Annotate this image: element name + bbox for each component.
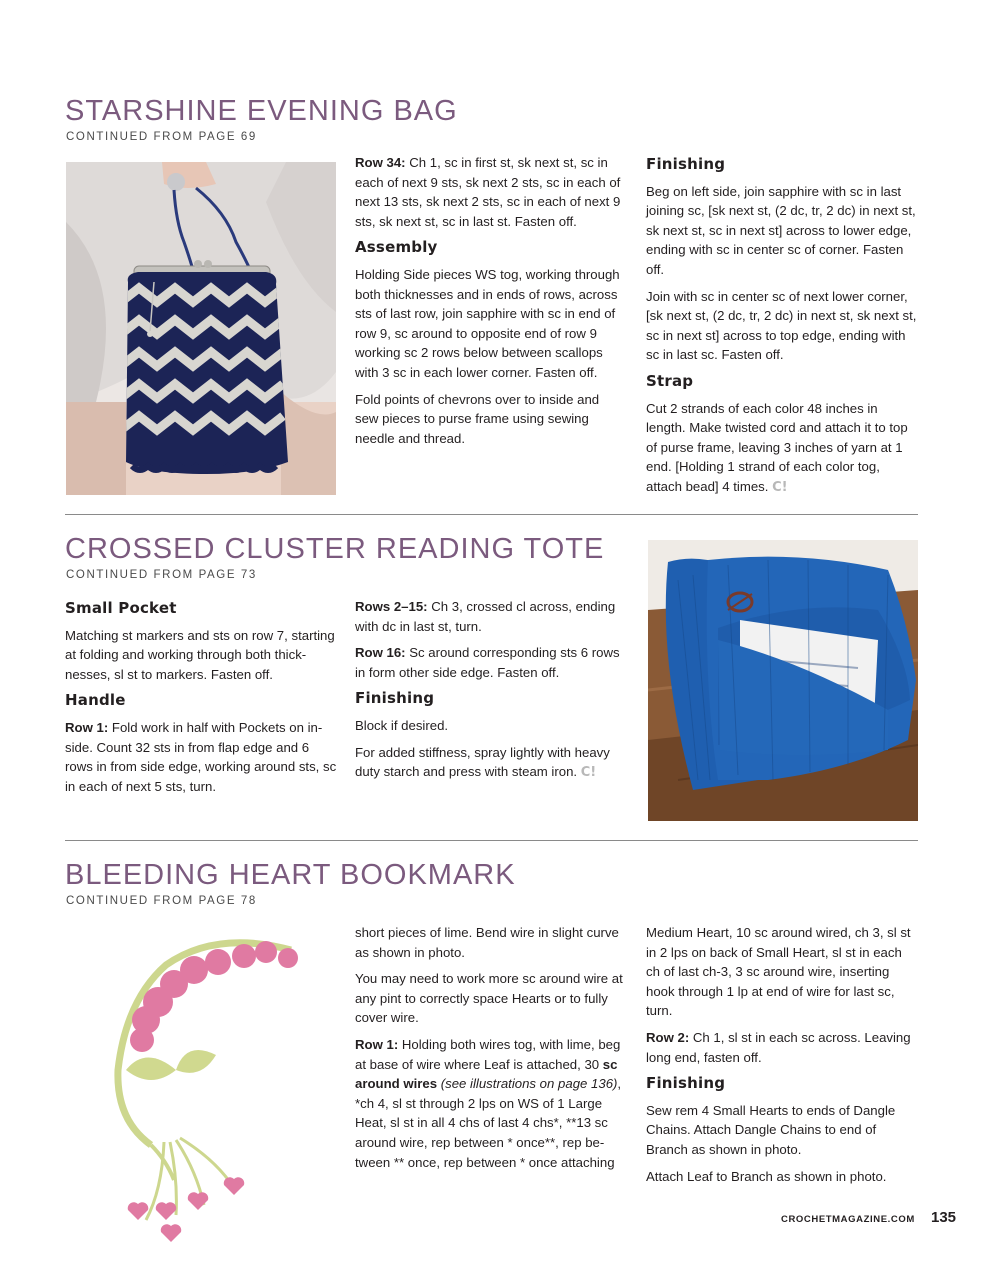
small-pocket-heading: Small Pocket: [65, 599, 177, 617]
rows-2-15-paragraph: [355, 597, 623, 636]
handle-row-1-paragraph: [65, 718, 340, 796]
row-16-text: Sc around corresponding sts 6 rows in form other side edge. Fasten off.: [355, 645, 620, 680]
bookmark-row-1-text-a: Holding both wires tog, with lime, beg at base of wire where Leaf is attached, 30: [355, 1036, 621, 1072]
row-34-text: Ch 1, sc in first st, sk next st, sc in each of next 9 sts, sk next 2 sts, sc in each of next 13 sts, sk next 2 sts, sc in each of next 9 sts, sk next st, sc in last st. Fasten off.: [355, 155, 621, 229]
handle-heading: Handle: [65, 691, 126, 710]
starshine-finishing-heading: Finishing: [646, 155, 726, 173]
bookmark-row-1-text-b: , *ch 4, sl st through 2 lps on WS of 1 Large Heat, sl st in all 4 chs of last 4 chs*, **13 sc around wire, rep between * once**, rep be-tween ** once, rep between * once attaching: [355, 1076, 622, 1170]
bookmark-title: BLEEDING HEART BOOKMARK: [65, 859, 516, 891]
bookmark-finishing-heading: Finishing: [646, 1074, 726, 1093]
bookmark-finishing-paragraph-2: Attach Leaf to Branch as shown in photo.: [646, 1168, 887, 1184]
tote-photo: [648, 540, 918, 821]
starshine-title: STARSHINE EVENING BAG: [65, 95, 458, 127]
bookmark-row-1-paragraph: [355, 1035, 623, 1172]
assembly-heading: Assembly: [355, 238, 438, 257]
tote-finishing-heading: Finishing: [355, 689, 435, 708]
bookmark-photo: [66, 920, 336, 1250]
rows-2-15-label: Rows 2–15:: [355, 599, 428, 614]
tote-finishing-paragraph-2: [355, 743, 623, 783]
strap-text: Cut 2 strands of each color 48 inches in length. Make twisted cord and attach it to top of purse frame, leaving 3 inches of yarn at 1 end. [Holding 1 strand of each color tog, attach bead] 4 times.: [646, 400, 908, 494]
assembly-paragraph-2: Fold points of chevrons over to inside and sew pieces to purse frame using sewing needle and thread.: [355, 391, 600, 446]
bookmark-paragraph-1: short pieces of lime. Bend wire in slight curve as shown in photo.: [355, 925, 619, 960]
bookmark-row-1-italic: (see illustrations on page 136): [437, 1076, 618, 1092]
bookmark-continued: CONTINUED FROM PAGE 78: [66, 895, 257, 907]
starshine-continued: CONTINUED FROM PAGE 69: [66, 131, 257, 143]
row-34-paragraph: [355, 153, 623, 231]
starshine-column-2: [646, 151, 918, 505]
tote-finishing-paragraph-1: Block if desired.: [355, 717, 449, 733]
bookmark-finishing-paragraph-1: Sew rem 4 Small Hearts to ends of Dangle Chains. Attach Dangle Chains to end of Branch as shown in photo.: [646, 1102, 896, 1157]
tote-title: CROSSED CLUSTER READING TOTE: [65, 533, 605, 565]
tote-finishing-text: For added stiffness, spray lightly with heavy duty starch and press with steam iron.: [355, 744, 610, 780]
end-mark-icon: C!: [580, 765, 597, 781]
bookmark-row-2-label: Row 2:: [646, 1029, 690, 1045]
bookmark-column-1: [355, 923, 623, 1179]
footer-site: CROCHETMAGAZINE.COM: [781, 1214, 915, 1225]
bookmark-row-2-paragraph: [646, 1028, 918, 1067]
tote-column-1: [65, 595, 340, 803]
rows-2-15-text: Ch 3, crossed cl across, ending with dc in last st, turn.: [355, 599, 616, 634]
row-16-paragraph: [355, 643, 623, 682]
tote-column-2: [355, 597, 623, 790]
strap-paragraph: [646, 399, 918, 498]
assembly-paragraph-1: Holding Side pieces WS tog, working through both thicknesses and in ends of rows, across sts of last row, join sapphire with sc in end of row 9, sc around to opposite end of row 9 working sc 2 rows below between scallops with 3 sc in each lower corner. Fasten off.: [355, 266, 620, 380]
section-divider-1: [65, 514, 918, 515]
bookmark-column-2: [646, 923, 918, 1193]
bookmark-row-1-label: Row 1:: [355, 1036, 399, 1052]
starshine-column-1: [355, 153, 623, 455]
bookmark-row-2-text: Ch 1, sl st in each sc across. Leaving long end, fasten off.: [646, 1029, 911, 1065]
tote-continued: CONTINUED FROM PAGE 73: [66, 569, 257, 581]
handle-row-1-text: Fold work in half with Pockets on in-side. Count 32 sts in from flap edge and 6 rows in from side edge, working around sts, sc in each of next 5 sts, turn.: [65, 719, 337, 794]
starshine-finishing-paragraph-2: Join with sc in center sc of next lower corner, [sk next st, (2 dc, tr, 2 dc) in next st, sk next st, sc in next st] across to top edge, ending with sc in last sc. Fasten off.: [646, 288, 917, 363]
bookmark-row-1-bold: sc around wires: [355, 1056, 618, 1092]
starshine-bag-photo: [66, 162, 336, 495]
row-16-label: Row 16:: [355, 645, 406, 661]
page-number: 135: [931, 1209, 957, 1226]
section-divider-2: [65, 840, 918, 841]
bookmark-col2-paragraph-1: Medium Heart, 10 sc around wired, ch 3, sl st in 2 lps on back of Small Heart, sl st in each ch of last ch-3, 3 sc around wire, inserting hook through 1 lp at end of wire for last sc, turn.: [646, 925, 911, 1019]
handle-row-1-label: Row 1:: [65, 719, 109, 735]
row-34-label: Row 34:: [355, 155, 406, 170]
starshine-finishing-paragraph-1: Beg on left side, join sapphire with sc in last joining sc, [sk next st, (2 dc, tr, 2 dc) in next st, sk next st, sc in next st] across to lower edge, ending with sc in center sc of corner. Fasten off.: [646, 183, 916, 277]
end-mark-icon: C!: [772, 479, 788, 495]
strap-heading: Strap: [646, 371, 694, 390]
bookmark-paragraph-2: You may need to work more sc around wire at any pint to correctly space Hearts or to fully cover wire.: [355, 971, 623, 1026]
small-pocket-paragraph: Matching st markers and sts on row 7, starting at folding and working through both thick-nesses, sl st to markers. Fasten off.: [65, 627, 335, 682]
